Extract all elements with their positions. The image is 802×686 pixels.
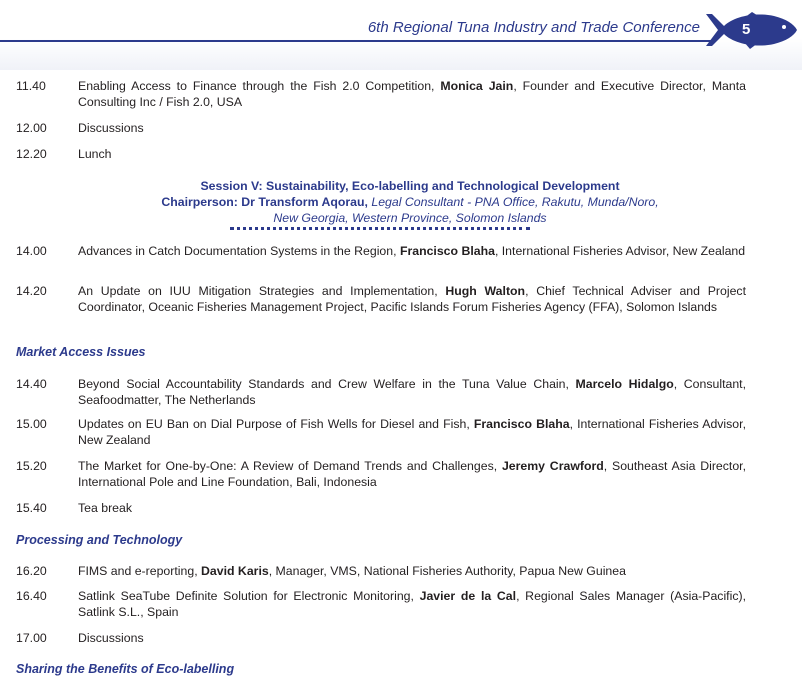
agenda-time: 14.40 (16, 377, 47, 391)
agenda-item (16, 500, 746, 516)
agenda-time: 17.00 (16, 631, 47, 645)
agenda-description: Beyond Social Accountability Standards and Crew Welfare in the Tuna Value Chain, Marcelo Hidalgo, Consultant, Seafoodmatter, The Netherlands (78, 377, 746, 407)
speaker-name: Francisco Blaha (399, 244, 495, 258)
agenda-item (16, 588, 746, 620)
agenda-description: Advances in Catch Documentation Systems in the Region, Francisco Blaha, International Fisheries Advisor, New Zealand (78, 244, 746, 258)
agenda-description: An Update on IUU Mitigation Strategies and Implementation, Hugh Walton, Chief Technical Adviser and Project Coordinator, Oceanic Fisheries Management Project, Pacific Islands Forum Fisheries Agency (FFA), Solomon Islands (78, 284, 746, 314)
session-chair-location: New Georgia, Western Province, Solomon Islands (273, 211, 547, 225)
section-heading-market: Market Access Issues (16, 345, 146, 359)
agenda-item (16, 78, 746, 110)
speaker-name: Hugh Walton (445, 284, 526, 298)
agenda-time: 12.00 (16, 121, 47, 135)
agenda-time: 14.20 (16, 284, 47, 298)
agenda-description: Tea break (78, 501, 133, 515)
agenda-description: Discussions (78, 631, 144, 645)
speaker-name: Javier de la Cal (419, 589, 517, 603)
speaker-name: David Karis (201, 564, 269, 578)
speaker-name: Jeremy Crawford (501, 459, 604, 473)
section-heading-processing: Processing and Technology (16, 533, 183, 547)
dotted-divider (230, 227, 530, 230)
agenda-item (16, 416, 746, 448)
agenda-item (16, 630, 746, 646)
page-header (0, 0, 802, 70)
agenda-description: The Market for One-by-One: A Review of Demand Trends and Challenges, Jeremy Crawford, Southeast Asia Director, International Pole and Line Foundation, Bali, Indonesia (78, 459, 747, 489)
agenda-description: Satlink SeaTube Definite Solution for Electronic Monitoring, Javier de la Cal, Regional Sales Manager (Asia-Pacific), Satlink S.L., Spain (78, 589, 746, 619)
speaker-name: Marcelo Hidalgo (575, 377, 674, 391)
agenda-item (16, 243, 746, 259)
agenda-time: 11.40 (16, 79, 46, 93)
agenda-time: 15.20 (16, 459, 47, 473)
agenda-description: Enabling Access to Finance through the Fish 2.0 Competition, Monica Jain, Founder and Executive Director, Manta Consulting Inc / Fish 2.0, USA (78, 79, 746, 109)
agenda-time: 14.00 (16, 244, 47, 258)
agenda-description: FIMS and e-reporting, David Karis, Manager, VMS, National Fisheries Authority, Papua New Guinea (78, 564, 626, 578)
page-number: 5 (742, 21, 751, 38)
agenda-item (16, 120, 746, 136)
agenda-item (16, 376, 746, 408)
conference-title: 6th Regional Tuna Industry and Trade Conference (367, 19, 700, 36)
agenda-time: 16.20 (16, 564, 47, 578)
agenda-description: Discussions (78, 121, 144, 135)
session-chair: Chairperson: Dr Transform Aqorau, Legal Consultant - PNA Office, Rakutu, Munda/Noro, (161, 195, 659, 209)
speaker-name: Monica Jain (440, 79, 514, 93)
agenda-item (16, 146, 746, 162)
agenda-item (16, 283, 746, 315)
agenda-time: 12.20 (16, 147, 47, 161)
header-rule (0, 40, 712, 42)
session-title: Session V: Sustainability, Eco-labelling and Technological Development (200, 179, 620, 193)
agenda-time: 16.40 (16, 589, 47, 603)
agenda-item (16, 563, 746, 579)
agenda-time: 15.40 (16, 501, 47, 515)
agenda-item (16, 458, 746, 490)
speaker-name: Francisco Blaha (473, 417, 570, 431)
tuna-fish-icon (704, 10, 798, 50)
agenda-time: 15.00 (16, 417, 47, 431)
section-heading-sharing: Sharing the Benefits of Eco-labelling (16, 662, 235, 676)
agenda-description: Updates on EU Ban on Dial Purpose of Fish Wells for Diesel and Fish, Francisco Blaha, International Fisheries Advisor, New Zealand (78, 417, 746, 447)
agenda-description: Lunch (78, 147, 112, 161)
